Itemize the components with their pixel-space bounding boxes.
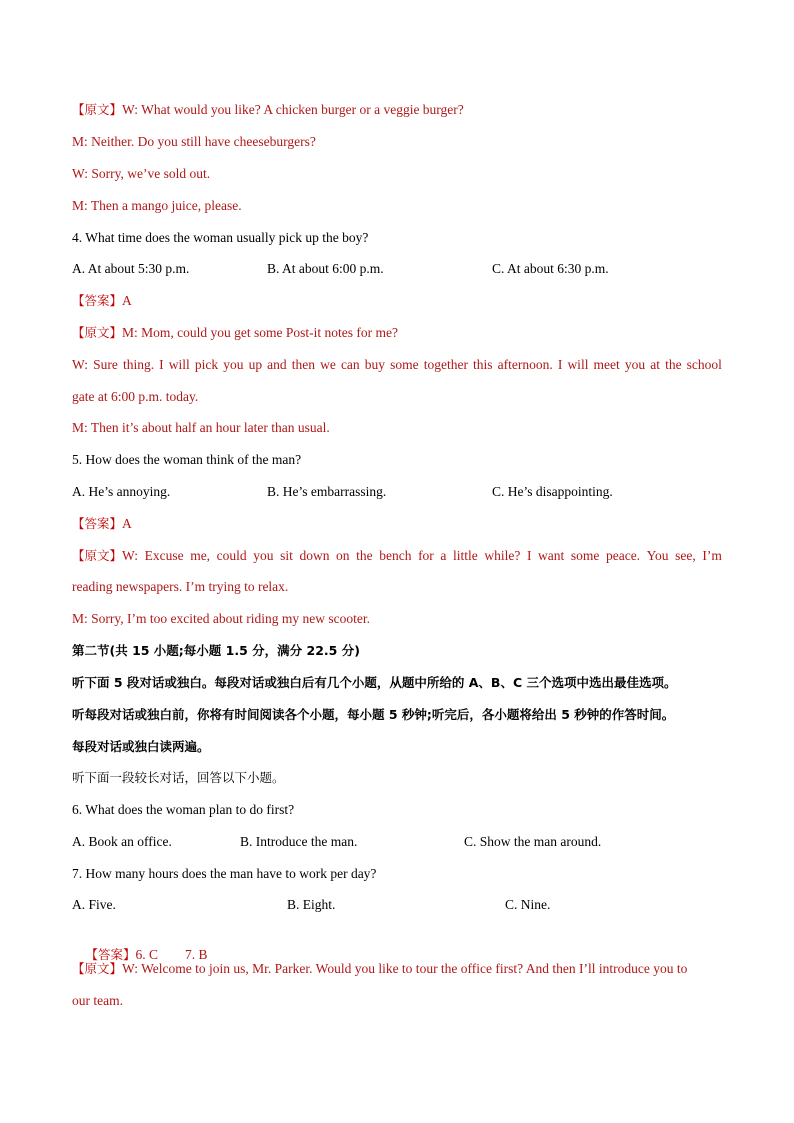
transcript-word: down	[299, 548, 330, 563]
transcript-word: on	[336, 548, 350, 563]
transcript-word: I	[159, 357, 164, 372]
transcript-tag: 【原文】	[72, 102, 123, 117]
transcript-word: then	[291, 357, 315, 372]
q67-transcript-line-2: our team.	[72, 993, 123, 1008]
q3-transcript-line-2: M: Neither. Do you still have cheeseburgers?	[72, 134, 316, 149]
transcript-word: I’m	[702, 548, 722, 563]
transcript-tag: 【原文】	[72, 548, 123, 563]
transcript-word: thing.	[122, 357, 155, 372]
transcript-word: buy	[364, 357, 386, 372]
transcript-word: while?	[484, 548, 521, 563]
q5-transcript-line-1	[72, 547, 722, 565]
transcript-word: can	[340, 357, 360, 372]
q4-transcript-line-2	[72, 356, 722, 374]
transcript-word: for	[418, 548, 434, 563]
transcript-word: together	[423, 357, 468, 372]
q4-transcript-line-3: gate at 6:00 p.m. today.	[72, 389, 199, 404]
answer-value: A	[122, 516, 132, 531]
transcript-word: peace.	[605, 548, 641, 563]
q7-option-b: B. Eight.	[287, 897, 336, 912]
q5-question: 5. How does the woman think of the man?	[72, 452, 302, 467]
q4-option-b: B. At about 6:00 p.m.	[267, 261, 384, 276]
transcript-word: the	[356, 548, 373, 563]
transcript-word: afternoon.	[497, 357, 553, 372]
transcript-word: you	[223, 357, 244, 372]
transcript-word: school	[686, 357, 722, 372]
answer-value: 6. C 7. B	[135, 947, 208, 962]
transcript-word: the	[665, 357, 682, 372]
answer-tag: 【答案】	[72, 293, 123, 308]
q7-option-c: C. Nine.	[505, 897, 551, 912]
q6-question: 6. What does the woman plan to do first?	[72, 802, 295, 817]
transcript-word: some	[570, 548, 600, 563]
transcript-word: we	[320, 357, 336, 372]
transcript-word: a	[440, 548, 447, 563]
q3-transcript-line-1	[72, 101, 464, 119]
q7-options	[72, 896, 722, 914]
transcript-text: W: Welcome to join us, Mr. Parker. Would you like to tour the office first? And then I’ll introduce you to	[122, 961, 688, 976]
answer-tag: 【答案】	[72, 516, 123, 531]
q3-transcript-line-3: W: Sorry, we’ve sold out.	[72, 166, 211, 181]
transcript-word: You	[646, 548, 669, 563]
transcript-word: meet	[593, 357, 620, 372]
q6-options	[72, 833, 722, 851]
q4-question: 4. What time does the woman usually pick up the boy?	[72, 230, 369, 245]
transcript-word: sit	[280, 548, 293, 563]
section-instructions-1: 听下面 5 段对话或独白。每段对话或独白后有几个小题，从题中所给的 A、B、C 三个选项中选出最佳选项。	[72, 675, 677, 690]
q4-transcript-line-1	[72, 324, 398, 342]
transcript-tag: 【原文】	[72, 961, 123, 976]
transcript-word: bench	[379, 548, 412, 563]
transcript-word: and	[267, 357, 287, 372]
transcript-word: could	[216, 548, 247, 563]
transcript-word: pick	[194, 357, 219, 372]
transcript-word: I	[526, 548, 532, 563]
q5-options	[72, 483, 722, 501]
answer-tag: 【答案】	[85, 947, 136, 962]
transcript-word: want	[538, 548, 565, 563]
transcript-word: I	[557, 357, 563, 372]
q6-option-c: C. Show the man around.	[464, 834, 602, 849]
q5-transcript-line-3: M: Sorry, I’m too excited about riding my new scooter.	[72, 611, 370, 626]
transcript-word: W:	[122, 548, 139, 563]
q5-answer	[72, 515, 132, 533]
q5-option-a: A. He’s annoying.	[72, 484, 171, 499]
q67-transcript-line-1	[72, 960, 687, 978]
transcript-text: M: Mom, could you get some Post-it notes for me?	[122, 325, 398, 340]
section-instructions-3: 每段对话或独白读两遍。	[72, 739, 210, 754]
transcript-word: Sure	[93, 357, 118, 372]
q4-option-a: A. At about 5:30 p.m.	[72, 261, 190, 276]
transcript-word: W:	[72, 357, 88, 372]
transcript-word: will	[168, 357, 190, 372]
transcript-word: me,	[190, 548, 211, 563]
q7-question: 7. How many hours does the man have to work per day?	[72, 866, 377, 881]
transcript-word: at	[650, 357, 660, 372]
q6-option-b: B. Introduce the man.	[240, 834, 358, 849]
transcript-word: little	[453, 548, 478, 563]
q4-options	[72, 260, 722, 278]
q5-transcript-line-2: reading newspapers. I’m trying to relax.	[72, 579, 289, 594]
transcript-word: Excuse	[144, 548, 184, 563]
section-heading: 第二节(共 15 小题;每小题 1.5 分，满分 22.5 分)	[72, 643, 360, 658]
transcript-word: you	[624, 357, 646, 372]
transcript-word: will	[567, 357, 589, 372]
transcript-text	[122, 547, 722, 565]
q6-option-a: A. Book an office.	[72, 834, 172, 849]
q3-transcript-line-4: M: Then a mango juice, please.	[72, 198, 242, 213]
q7-option-a: A. Five.	[72, 897, 116, 912]
transcript-word: you	[253, 548, 274, 563]
q5-option-c: C. He’s disappointing.	[492, 484, 613, 499]
q4-option-c: C. At about 6:30 p.m.	[492, 261, 609, 276]
q4-answer	[72, 292, 132, 310]
transcript-word: see,	[675, 548, 696, 563]
transcript-text: W: What would you like? A chicken burger or a veggie burger?	[122, 102, 464, 117]
q4-transcript-line-4: M: Then it’s about half an hour later than usual.	[72, 420, 330, 435]
transcript-word: some	[390, 357, 419, 372]
section-instructions-2: 听每段对话或独白前，你将有时间阅读各个小题，每小题 5 秒钟;听完后，各小题将给出 5 秒钟的作答时间。	[72, 707, 675, 722]
q5-option-b: B. He’s embarrassing.	[267, 484, 387, 499]
transcript-word: this	[473, 357, 493, 372]
transcript-word: up	[248, 357, 263, 372]
answer-value: A	[122, 293, 132, 308]
sub-instruction: 听下面一段较长对话，回答以下小题。	[72, 770, 285, 785]
transcript-tag: 【原文】	[72, 325, 123, 340]
